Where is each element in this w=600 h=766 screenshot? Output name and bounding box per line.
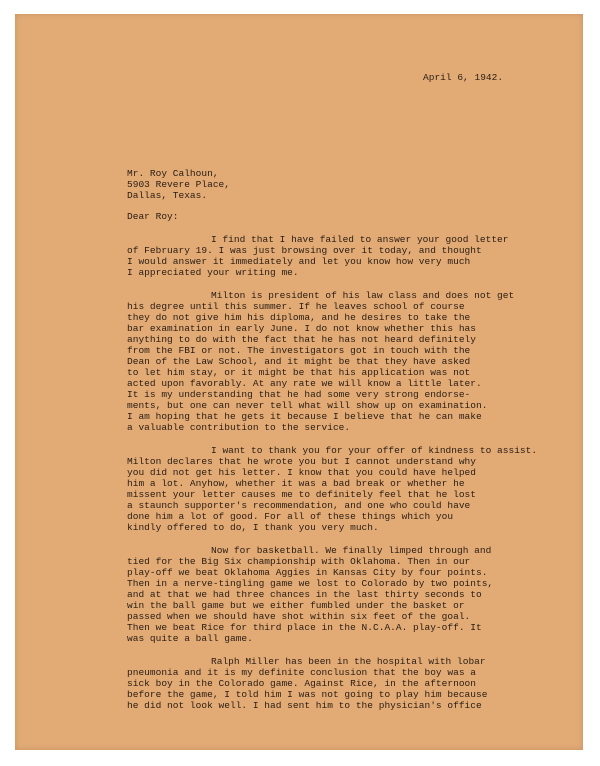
letter-page xyxy=(15,14,583,750)
paragraph-4-line: play-off we beat Oklahoma Aggies in Kansas City by four points. xyxy=(127,567,488,578)
paragraph-3-line: you did not get his letter. I know that you could have helped xyxy=(127,467,476,478)
paragraph-3-line: done him a lot of good. For all of these things which you xyxy=(127,511,454,522)
paragraph-2-line: to let him stay, or it might be that his application was not xyxy=(127,367,471,378)
paragraph-1-line: of February 19. I was just browsing over it today, and thought xyxy=(127,245,482,256)
paragraph-2-line: a valuable contribution to the service. xyxy=(127,422,351,433)
paragraph-2-line: It is my understanding that he had some very strong endorse- xyxy=(127,389,471,400)
paragraph-4-line: Then we beat Rice for third place in the N.C.A.A. play-off. It xyxy=(127,622,482,633)
paragraph-5-line: sick boy in the Colorado game. Against Rice, in the afternoon xyxy=(127,678,476,689)
paragraph-2-line: Dean of the Law School, and it might be that they have asked xyxy=(127,356,471,367)
paragraph-1-line: I find that I have failed to answer your good letter xyxy=(211,234,509,245)
paragraph-2-line: Milton is president of his law class and does not get xyxy=(211,290,515,301)
paragraph-2-line: ments, but one can never tell what will show up on examination. xyxy=(127,400,488,411)
salutation: Dear Roy: xyxy=(127,211,179,222)
paragraph-4-line: win the ball game but we either fumbled under the basket or xyxy=(127,600,465,611)
paragraph-4-line: passed when we should have shot within six feet of the goal. xyxy=(127,611,471,622)
paragraph-3-line: missent your letter causes me to definitely feel that he lost xyxy=(127,489,476,500)
paragraph-5-line: before the game, I told him I was not going to play him because xyxy=(127,689,488,700)
paragraph-2-line: acted upon favorably. At any rate we will know a little later. xyxy=(127,378,482,389)
paragraph-3-line: Milton declares that he wrote you but I cannot understand why xyxy=(127,456,476,467)
paragraph-4-line: and at that we had three chances in the last thirty seconds to xyxy=(127,589,482,600)
recipient-street: 5903 Revere Place, xyxy=(127,179,230,190)
paragraph-4-line: was quite a ball game. xyxy=(127,633,253,644)
paragraph-2-line: from the FBI or not. The investigators got in touch with the xyxy=(127,345,471,356)
paragraph-3-line: kindly offered to do, I thank you very much. xyxy=(127,522,379,533)
paragraph-2-line: they do not give him his diploma, and he desires to take the xyxy=(127,312,471,323)
paragraph-5-line: pneumonia and it is my definite conclusion that the boy was a xyxy=(127,667,476,678)
paragraph-4-line: Then in a nerve-tingling game we lost to Colorado by two points, xyxy=(127,578,494,589)
letter-date: April 6, 1942. xyxy=(423,72,504,83)
paragraph-2-line: his degree until this summer. If he leaves school of course xyxy=(127,301,465,312)
paragraph-4-line: tied for the Big Six championship with Oklahoma. Then in our xyxy=(127,556,471,567)
paragraph-5-line: Ralph Miller has been in the hospital with lobar xyxy=(211,656,486,667)
recipient-name: Mr. Roy Calhoun, xyxy=(127,168,219,179)
paragraph-4-line: Now for basketball. We finally limped through and xyxy=(211,545,492,556)
paragraph-2-line: anything to do with the fact that he has not heard definitely xyxy=(127,334,476,345)
paragraph-3-line: him a lot. Anyhow, whether it was a bad break or whether he xyxy=(127,478,465,489)
recipient-city: Dallas, Texas. xyxy=(127,190,208,201)
paragraph-3-line: I want to thank you for your offer of kindness to assist. xyxy=(211,445,538,456)
paragraph-3-line: a staunch supporter's recommendation, and one who could have xyxy=(127,500,471,511)
paragraph-1-line: I would answer it immediately and let you know how very much xyxy=(127,256,471,267)
paragraph-2-line: I am hoping that he gets it because I believe that he can make xyxy=(127,411,482,422)
paragraph-1-line: I appreciated your writing me. xyxy=(127,267,299,278)
paragraph-5-line: he did not look well. I had sent him to the physician's office xyxy=(127,700,482,711)
paragraph-2-line: bar examination in early June. I do not know whether this has xyxy=(127,323,476,334)
